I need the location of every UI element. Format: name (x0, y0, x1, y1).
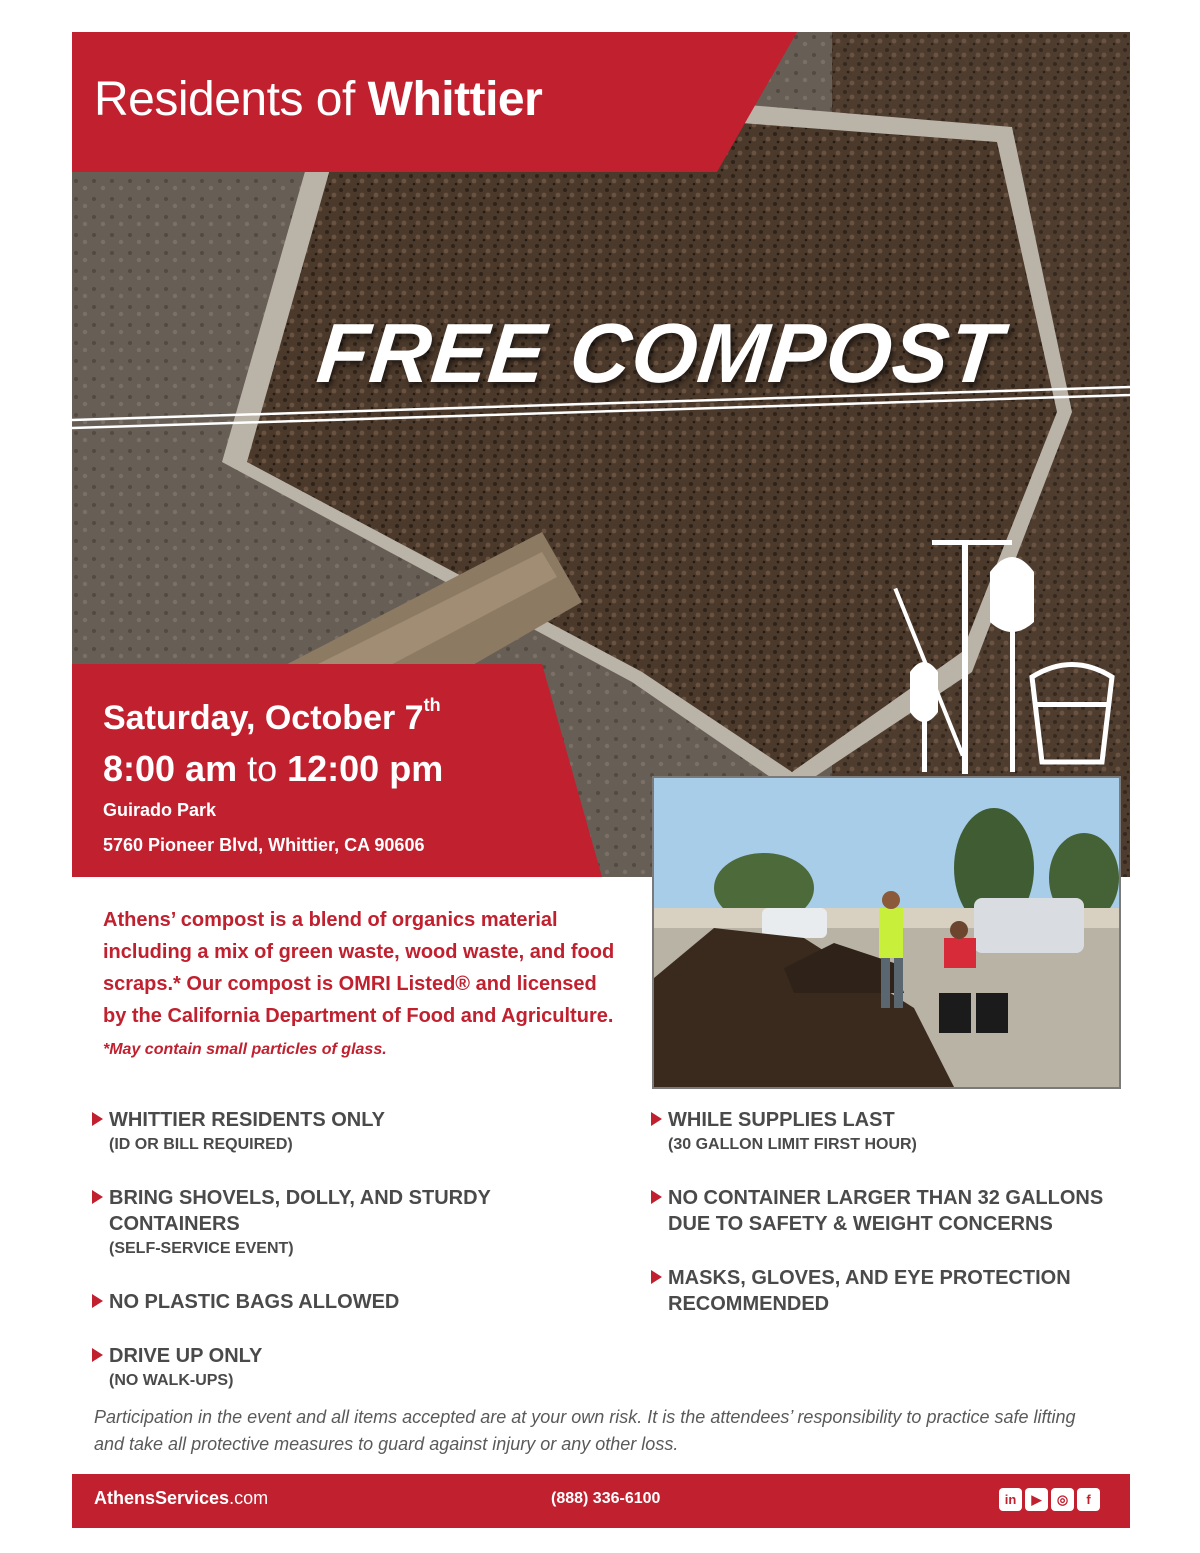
event-date-text: Saturday, October 7 (103, 699, 424, 737)
bullet-arrow-icon (92, 1190, 103, 1204)
event-date (103, 695, 441, 738)
compost-pickup-photo (654, 778, 1119, 1087)
rule-title: BRING SHOVELS, DOLLY, AND STURDY CONTAINERS (109, 1187, 491, 1235)
rules-right-column (651, 1107, 1121, 1345)
event-time-to: to (237, 748, 288, 789)
bullet-arrow-icon (92, 1294, 103, 1308)
title-city: Whittier (367, 73, 543, 126)
headline: FREE COMPOST (313, 306, 1008, 400)
rule-title: NO PLASTIC BAGS ALLOWED (109, 1291, 400, 1313)
rule-item (651, 1107, 1121, 1157)
event-photo (652, 776, 1121, 1089)
description-text: Athens’ compost is a blend of organics material including a mix of green waste, wood waste, and food scraps.* Our compost is OMRI Listed® and licensed by the California Department of Food and Agriculture. (103, 909, 615, 1027)
event-time (103, 748, 443, 790)
rule-subtitle: (30 GALLON LIMIT FIRST HOUR) (668, 1136, 917, 1153)
rule-title: WHITTIER RESIDENTS ONLY (109, 1109, 385, 1131)
rule-item (651, 1265, 1121, 1317)
rule-title: DRIVE UP ONLY (109, 1345, 263, 1367)
rule-title: NO CONTAINER LARGER THAN 32 GALLONS DUE TO SAFETY & WEIGHT CONCERNS (668, 1187, 1104, 1235)
rule-subtitle: (ID OR BILL REQUIRED) (109, 1136, 293, 1153)
bullet-arrow-icon (92, 1348, 103, 1362)
linkedin-icon[interactable]: in (999, 1488, 1022, 1511)
rule-item (92, 1343, 612, 1393)
rule-subtitle: (SELF-SERVICE EVENT) (109, 1240, 294, 1257)
rule-title: WHILE SUPPLIES LAST (668, 1109, 895, 1131)
bullet-arrow-icon (651, 1190, 662, 1204)
social-links (999, 1488, 1100, 1511)
bullet-arrow-icon (92, 1112, 103, 1126)
rule-title: MASKS, GLOVES, AND EYE PROTECTION RECOMMENDED (668, 1267, 1071, 1315)
description-note: *May contain small particles of glass. (103, 1041, 387, 1058)
compost-description (103, 904, 623, 1066)
rule-item (92, 1289, 612, 1315)
event-venue: Guirado Park (103, 800, 217, 820)
facebook-icon[interactable]: f (1077, 1488, 1100, 1511)
brand-name: AthensServices (94, 1488, 230, 1508)
footer-website-link[interactable] (94, 1488, 268, 1509)
footer-phone[interactable]: (888) 336-6100 (551, 1490, 661, 1507)
bullet-arrow-icon (651, 1112, 662, 1126)
instagram-icon[interactable]: ◎ (1051, 1488, 1074, 1511)
youtube-icon[interactable]: ▶ (1025, 1488, 1048, 1511)
bullet-arrow-icon (651, 1270, 662, 1284)
disclaimer: Participation in the event and all items accepted are at your own risk. It is the attendees’ responsibility to practice safe lifting and take all protective measures to guard against injury or any other loss. (94, 1407, 1076, 1454)
rules-left-column (92, 1107, 612, 1421)
page-title (94, 70, 542, 130)
event-time-end: 12:00 pm (287, 748, 444, 789)
rule-item (92, 1185, 612, 1261)
rule-item (92, 1107, 612, 1157)
event-time-start: 8:00 am (103, 748, 238, 789)
event-date-suffix: th (423, 695, 441, 715)
title-prefix: Residents of (94, 73, 368, 126)
event-address: 5760 Pioneer Blvd, Whittier, CA 90606 (103, 835, 425, 855)
rule-subtitle: (NO WALK-UPS) (109, 1372, 234, 1389)
rule-item (651, 1185, 1121, 1237)
brand-suffix: .com (229, 1488, 269, 1508)
